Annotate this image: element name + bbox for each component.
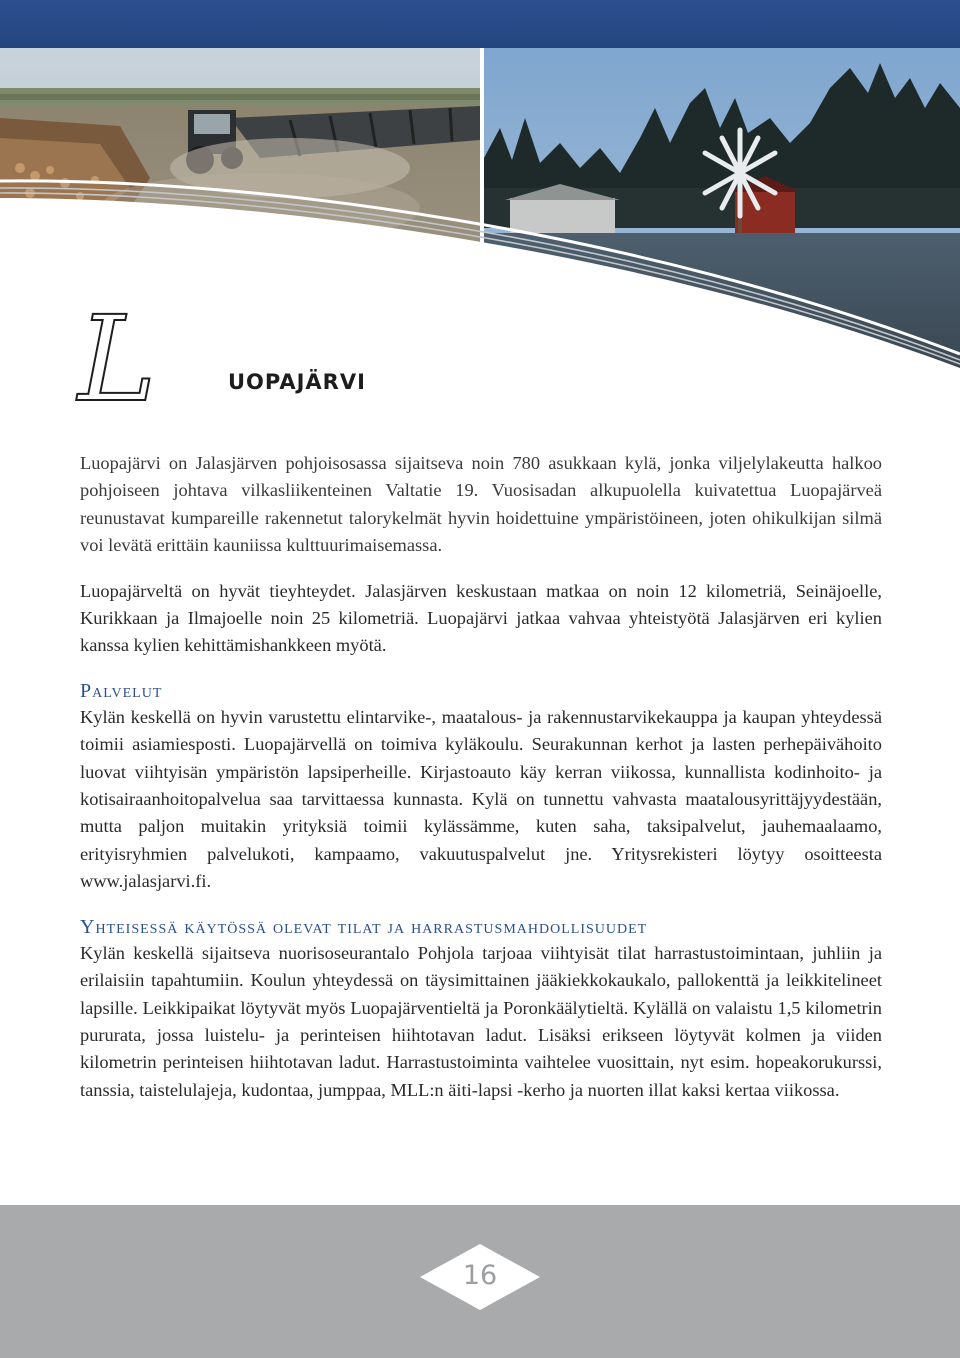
services-heading: Palvelut [80, 679, 163, 702]
intro-paragraph-2: Luopajärveltä on hyvät tieyhteydet. Jalasjärven keskustaan matkaa on noin 12 kilometriä, Seinäjoelle, Kurikkaan ja Ilmajoelle noin 25 kilometriä. Luopajärvi jatkaa vahvaa yhteistyötä Jalasjärven eri kylien kanssa kylien kehittämishankkeen myötä. [80, 580, 882, 656]
page-number: 16 [462, 1260, 498, 1291]
chapter-title [78, 290, 778, 428]
services-paragraph: Kylän keskellä on hyvin varustettu elintarvike-, maatalous- ja rakennustarvikekauppa ja kaupan yhteydessä toimii asiamiesposti. Luopajärvellä on toimiva kyläkoulu. Seurakunnan kerhot ja lasten perhepäivähoito luovat viihtyisän ympäristön lapsiperheille. Kirjastoauto käy kerran viikossa, kunnallista kodinhoito- ja kotisairaanhoitopalvelua saa tarvittaessa kunnasta. Kylä on tunnettu vahvasta maatalousyrittäjyydestään, mutta paljon muitakin yrityksiä toimii kylässämme, kuten saha, taksipalvelut, jauhemaalaamo, erityisryhmien palvelukoti, kampaamo, vakuutuspalvelut jne. Yritysrekisteri löytyy osoitteesta www.jalasjarvi.fi. [80, 706, 882, 892]
header-band [0, 0, 960, 48]
intro-paragraph-1: Luopajärvi on Jalasjärven pohjoisosassa sijaitseva noin 780 asukkaan kylä, jonka viljelylakeutta halkoo pohjoiseen johtava vilkasliikenteinen Valtatie 19. Vuosisadan alkupuolella kuivatettua Luopajärveä reunustavat kumpareille rakennetut talorykelmät hyvin hoidettuine ympäristöineen, joten ohikulkijan silmä voi levätä erittäin kauniissa kulttuurimaisemassa. [80, 453, 882, 556]
drop-cap-letter: L [78, 290, 155, 428]
chapter-title-text: UOPAJÄRVI [228, 370, 366, 394]
article-body [80, 450, 882, 1122]
facilities-heading: Yhteisessä käytössä olevat tilat ja harrastusmahdollisuudet [80, 915, 648, 938]
facilities-paragraph: Kylän keskellä sijaitseva nuorisoseurantalo Pohjola tarjoaa viihtyisät tilat harrastustoimintaan, juhliin ja erilaisiin tapahtumiin. Koulun yhteydessä on täysimittainen jääkiekkokaukalo, pallokenttä ja leikkitelineet lapsille. Leikkipaikat löytyvät myös Luopajärventieltä ja Poronkäälytieltä. Kylällä on valaistu 1,5 kilometrin pururata, jossa luistelu- ja perinteisen hiihtotavan ladut. Lisäksi erikseen löytyvät kolmen ja viiden kilometrin perinteisen hiihtotavan ladut. Harrastustoiminta vaihtelee vuosittain, nyt esim. hopeakorukurssi, tanssia, taistelulajeja, kudontaa, jumppaa, MLL:n äiti-lapsi -kerho ja nuorten illat kaksi kertaa viikossa. [80, 942, 882, 1100]
